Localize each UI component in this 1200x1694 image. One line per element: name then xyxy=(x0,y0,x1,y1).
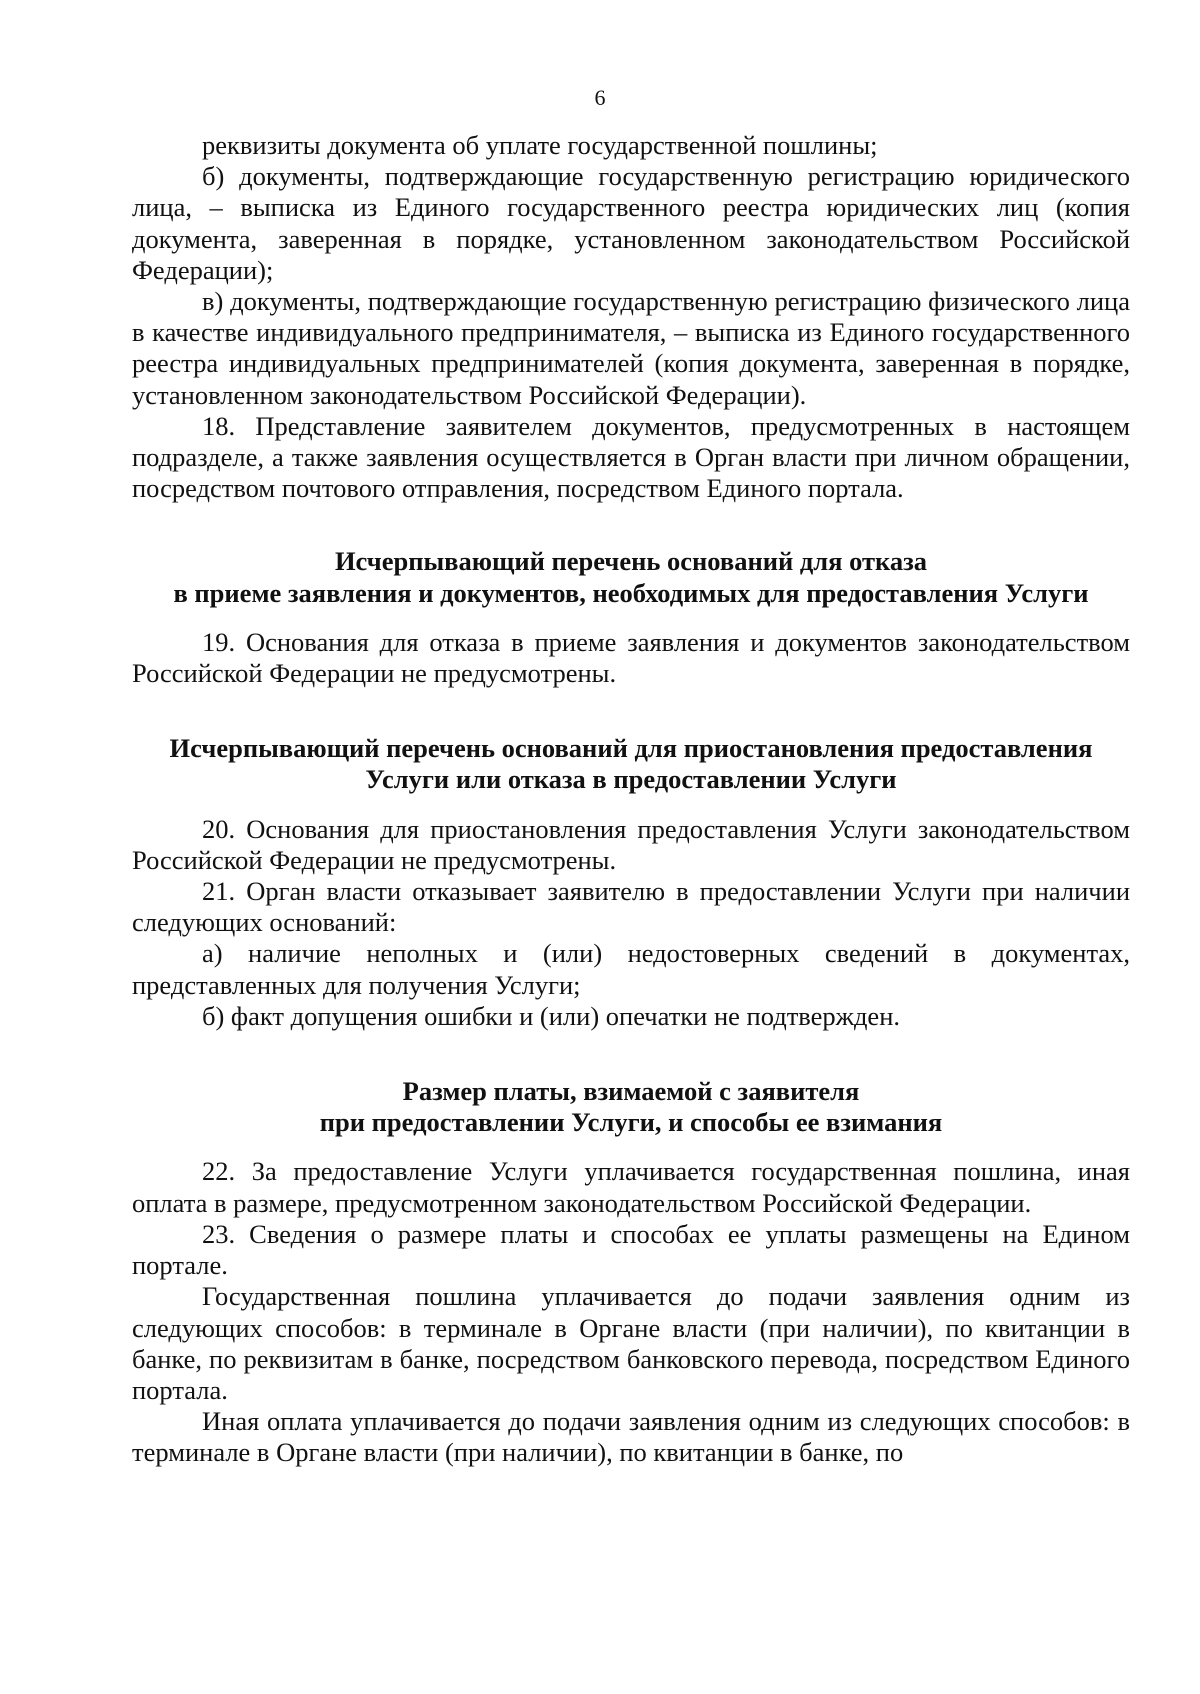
paragraph-payment-details: реквизиты документа об уплате государственной пошлины; xyxy=(202,130,878,160)
paragraph-item-22: 22. За предоставление Услуги уплачивается государственная пошлина, иная оплата в размере, предусмотренном законодательством Российской Федерации. xyxy=(132,1156,1130,1218)
section-heading-suspension-refusal xyxy=(132,733,1130,795)
heading-line: Исчерпывающий перечень оснований для приостановления предоставления xyxy=(169,733,1093,764)
paragraph-item-18: 18. Представление заявителем документов, предусмотренных в настоящем подразделе, а также заявления осуществляется в Орган власти при личном обращении, посредством почтового отправления, посредством Единого портала. xyxy=(132,410,1130,504)
heading-line: Размер платы, взимаемой с заявителя xyxy=(402,1076,860,1107)
heading-line: Исчерпывающий перечень оснований для отказа xyxy=(334,546,928,577)
section-heading-refusal-reception xyxy=(132,546,1130,608)
spacer xyxy=(132,689,1130,733)
document-body xyxy=(132,130,1130,1469)
paragraph-item-23: 23. Сведения о размере платы и способах ее уплаты размещены на Едином портале. xyxy=(132,1218,1130,1281)
paragraph-item-21b: б) факт допущения ошибки и (или) опечатки не подтвержден. xyxy=(202,1000,901,1031)
paragraph-item-19: 19. Основания для отказа в приеме заявления и документов законодательством Российской Федерации не предусмотрены. xyxy=(132,626,1130,689)
paragraph-legal-entity-docs: б) документы, подтверждающие государственную регистрацию юридического лица, – выписка из Единого государственного реестра юридических лиц (копия документа, заверенная в порядке, установленном законодательством Российской Федерации); xyxy=(132,161,1130,285)
section-heading-fee xyxy=(132,1076,1130,1138)
heading-line: Услуги или отказа в предоставлении Услуги xyxy=(365,764,897,795)
spacer xyxy=(132,609,1130,627)
paragraph-other-payment: Иная оплата уплачивается до подачи заявления одним из следующих способов: в терминале в Органе власти (при наличии), по квитанции в банке, по xyxy=(132,1406,1130,1468)
paragraph-item-21a: а) наличие неполных и (или) недостоверных сведений в документах, представленных для получения Услуги; xyxy=(132,938,1130,1000)
heading-line: в приеме заявления и документов, необходимых для предоставления Услуги xyxy=(173,577,1089,608)
paragraph-item-20: 20. Основания для приостановления предоставления Услуги законодательством Российской Федерации не предусмотрены. xyxy=(132,813,1130,875)
spacer xyxy=(132,1032,1130,1076)
heading-line: при предоставлении Услуги, и способы ее взимания xyxy=(319,1107,943,1138)
page-number: 6 xyxy=(594,85,606,110)
paragraph-state-duty: Государственная пошлина уплачивается до подачи заявления одним из следующих способов: в терминале в Органе власти (при наличии), по квитанции в банке, по реквизитам в банке, посредством банковского перевода, посредством Единого портала. xyxy=(132,1281,1130,1405)
spacer xyxy=(132,504,1130,546)
paragraph-entrepreneur-docs: в) документы, подтверждающие государственную регистрацию физического лица в качестве индивидуального предпринимателя, – выписка из Единого государственного реестра индивидуальных предпринимателей (копия документа, заверенная в порядке, установленном законодательством Российской Федерации). xyxy=(132,286,1130,410)
spacer xyxy=(132,796,1130,814)
spacer xyxy=(132,1138,1130,1156)
paragraph-item-21: 21. Орган власти отказывает заявителю в предоставлении Услуги при наличии следующих оснований: xyxy=(132,876,1130,938)
